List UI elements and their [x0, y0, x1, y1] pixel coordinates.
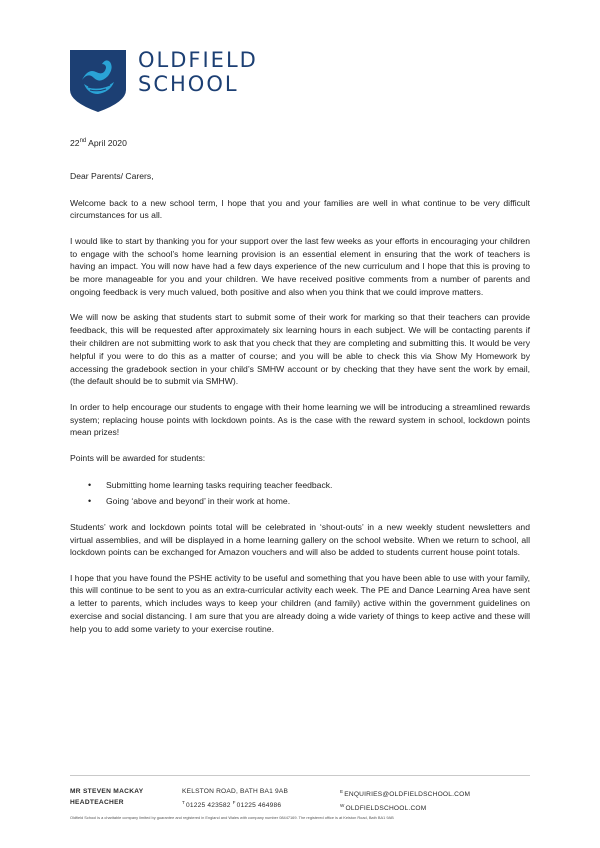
list-item: • Submitting home learning tasks requiring teacher feedback. [88, 479, 333, 490]
paragraph-points-intro: Points will be awarded for students: [70, 452, 206, 463]
footer-signatory [70, 786, 143, 808]
school-name-line2: SCHOOL [138, 72, 239, 96]
website-link[interactable]: $^W$OLDFIELDSCHOOL.COM [340, 803, 427, 813]
school-name-line1: OLDFIELD [138, 48, 258, 72]
bullet-icon: • [88, 479, 92, 490]
footer-contact [340, 786, 470, 814]
bullet-icon: • [88, 496, 92, 507]
paragraph-celebration: Students’ work and lockdown points total will be celebrated in ‘shout-outs’ in a new weekly student newsletters and virtual assemblies, and will be displayed in a home learning gallery on the school website. When we return to school, all lockdown points can be exchanged for Amazon vouchers and will also be added to students current house point totals. [70, 521, 530, 558]
list-item: • Going ‘above and beyond’ in their work at home. [88, 496, 291, 507]
school-address: KELSTON ROAD, BATH BA1 9AB [182, 788, 289, 795]
email-address[interactable]: $^E$ENQUIRIES@OLDFIELDSCHOOL.COM [340, 789, 471, 799]
headteacher-role: HEADTEACHER [70, 799, 124, 806]
letter-greeting: Dear Parents/ Carers, [70, 170, 154, 181]
company-fineprint: Oldfield School is a charitable company limited by guarantee and registered in England and Wales with company number 08447169. The registered office is at Kelston Road, Bath BA1 9AB [70, 815, 394, 820]
letter-date: 22nd April 2020 [70, 138, 127, 148]
footer-address [182, 786, 288, 811]
paragraph-thanks: I would like to start by thanking you for your support over the last few weeks as your efforts in encouraging your children to engage with the school’s home learning provision is an essential element in ensuring that the work of teachers is having an impact. You will now have had a few days experience of the new curriculum and I hope that this is proving to be more manageable for you and your children. We have received positive comments from a number of parents and ongoing feedback is very much valued, both positive and also when you think that we could improve matters. [70, 235, 530, 297]
phone-numbers: $^T$01225 423582 $^F$01225 464986 [182, 800, 282, 810]
swan-shield-icon [70, 50, 126, 112]
paragraph-welcome: Welcome back to a new school term, I hope that you and your families are well in what continue to be very difficult circumstances for us all. [70, 197, 530, 221]
paragraph-rewards: In order to help encourage our students to engage with their home learning we will be introducing a streamlined rewards system; replacing house points with lockdown points. As is the case with the reward system in school, lockdown points mean prizes! [70, 401, 530, 438]
paragraph-pshe: I hope that you have found the PSHE activity to be useful and something that you have been able to use with your family, this will continue to be sent to you as an extra-curricular activity each week. The PE and Dance Learning Area have sent a letter to parents, which includes ways to keep your children (and family) active within the government guidelines on exercise and social distancing. I am sure that you are already doing a wide variety of things to keep active and these will help you to add some variety to your exercise routine. [70, 572, 530, 634]
points-list [70, 479, 530, 509]
letter-body [70, 137, 530, 648]
footer-divider [70, 775, 530, 776]
school-name [138, 48, 258, 96]
headteacher-name: MR STEVEN MACKAY [70, 788, 144, 795]
paragraph-submission: We will now be asking that students start to submit some of their work for marking so that their teachers can provide feedback, this will be requested after approximately six learning hours in each subject. We will be contacting parents if their children are not submitting work to ask that you check that they are completing and submitting this. It would be very helpful if you were to do this as a matter of course; and you will be able to check this via Show My Homework by accessing the gradebook section in your child’s SMHW account or by checking that they have sent the work by email, (the default should be to submit via SMHW). [70, 312, 530, 387]
